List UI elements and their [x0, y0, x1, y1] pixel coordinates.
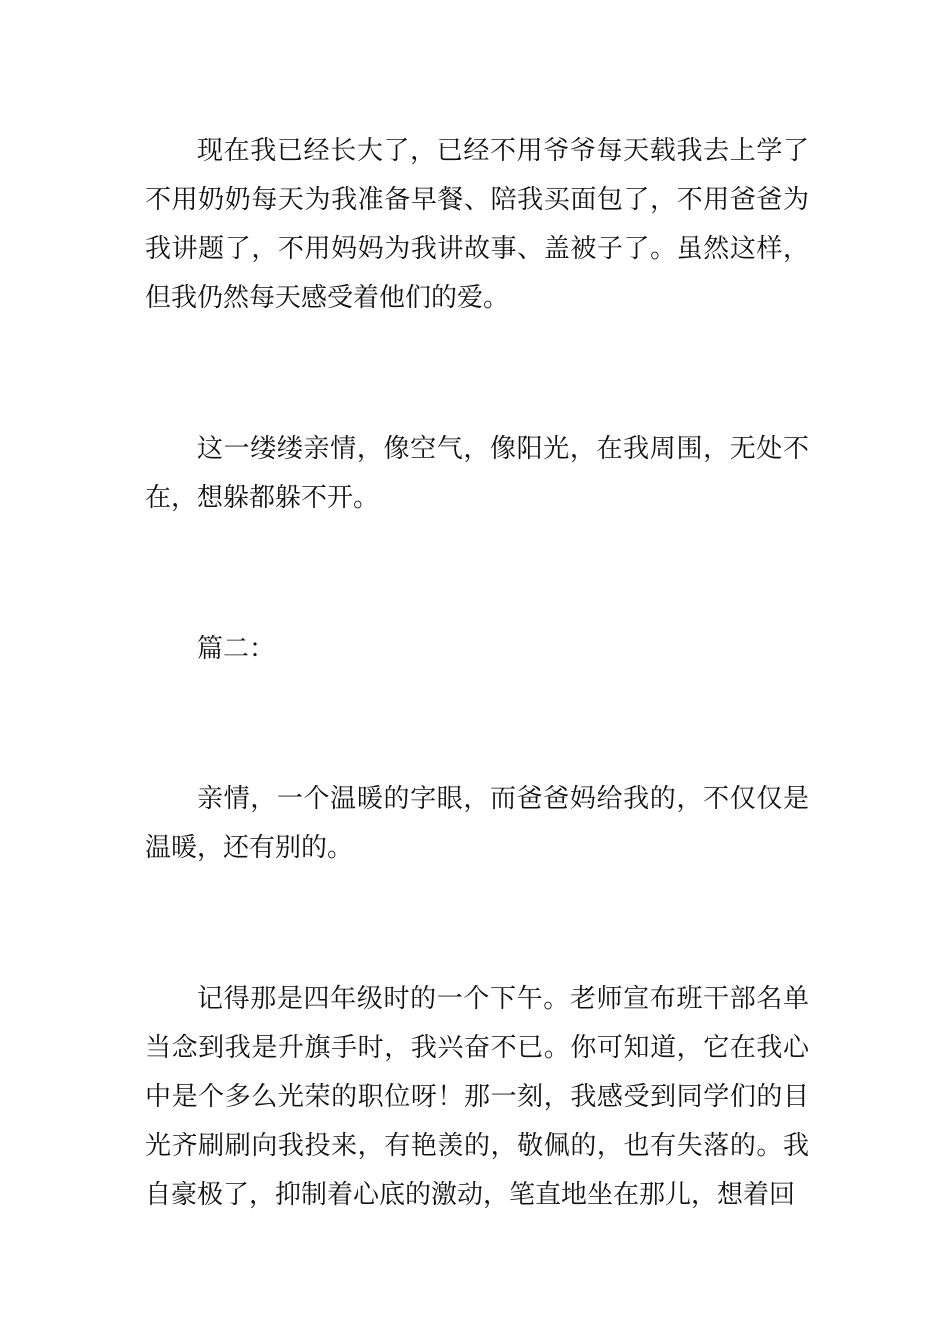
section-heading: 篇二： — [197, 634, 276, 664]
paragraph-3: 亲情，一个温暖的字眼，而爸爸妈给我的，不仅仅是温暖，还有别的。 — [145, 784, 809, 863]
paragraph-1: 现在我已经长大了，已经不用爷爷每天载我去上学了不用奶奶每天为我准备早餐、陪我买面包了，不用爸爸为我讲题了，不用妈妈为我讲故事、盖被子了。虽然这样，但我仍然每天感受着他们的爱。 — [145, 136, 809, 313]
paragraph-2: 这一缕缕亲情，像空气，像阳光，在我周围，无处不在，想躲都躲不开。 — [145, 434, 809, 513]
paragraph-4: 记得那是四年级时的一个下午。老师宣布班干部名单当念到我是升旗手时，我兴奋不已。你可知道，它在我心中是个多么光荣的职位呀！那一刻，我感受到同学们的目光齐刷刷向我投来，有艳羡的，敬佩的，也有失落的。我自豪极了，抑制着心底的激动，笔直地坐在那儿，想着回 — [145, 984, 809, 1210]
